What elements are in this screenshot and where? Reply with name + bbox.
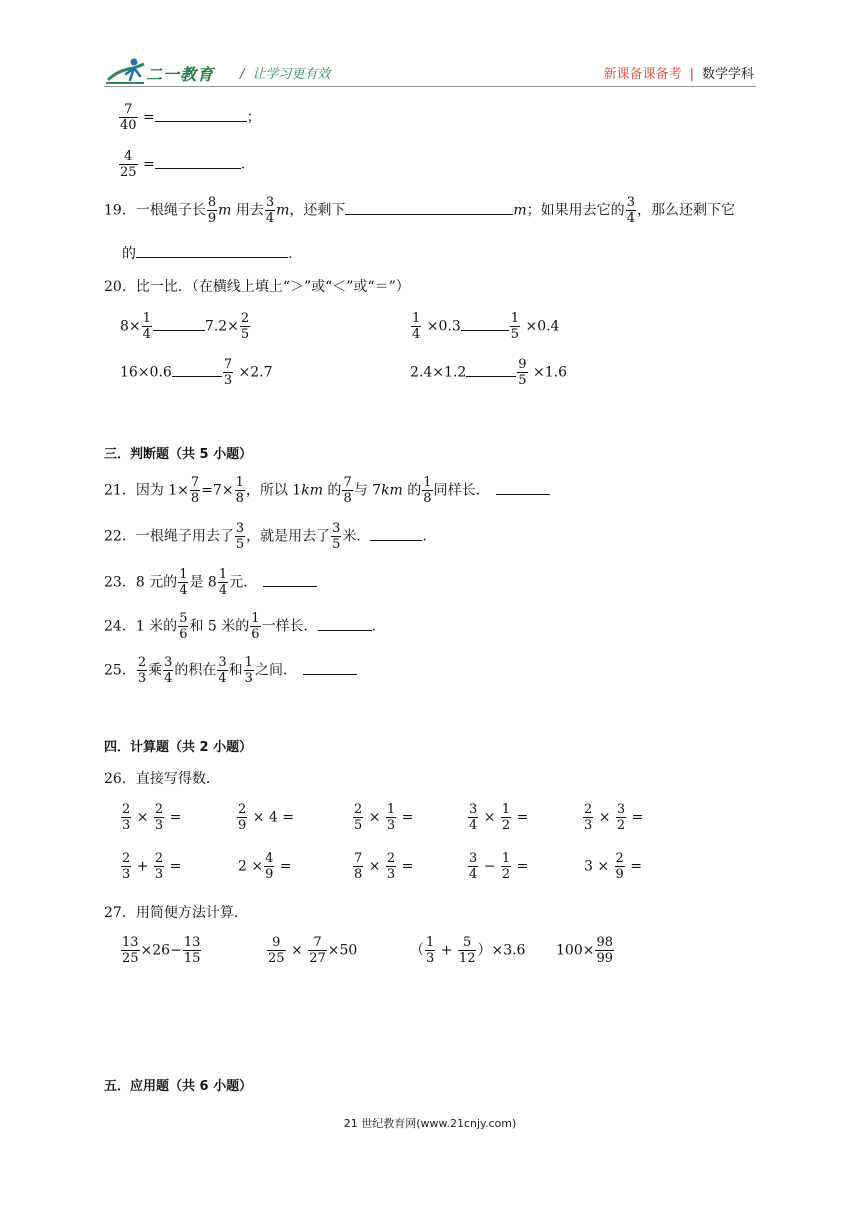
calc-item: $\frac{2}{3}$ × $\frac{2}{3}$ =	[122, 802, 182, 833]
compare-a: 8× $\frac{1}{4}$ 7.2× $\frac{2}{5}$	[120, 311, 250, 342]
question-26: 26．直接写得数．	[104, 771, 220, 787]
answer-blank[interactable]	[155, 109, 247, 122]
header-slogan: / 让学习更有效	[240, 67, 331, 82]
question-25: 25． $\frac{2}{3}$ 乘 $\frac{3}{4}$ 的积在 $\frac{3}{4}$ 和 $\frac{1}{3}$ 之间．	[104, 656, 357, 685]
answer-blank[interactable]	[345, 202, 513, 215]
calc-item: 2 × $\frac{4}{9}$ =	[238, 851, 292, 882]
logo-text: 二一教育	[146, 65, 215, 84]
question-21: 21．因为 1× $\frac{7}{8}$ =7× $\frac{1}{8}$ ，所以 1km 的 $\frac{7}{8}$ 与 7km 的 $\frac{1}{8}$ 同样长．	[104, 476, 550, 505]
question-19-line2: 的 .	[122, 246, 293, 262]
header-divider	[104, 86, 756, 87]
answer-blank[interactable]	[370, 528, 422, 541]
question-27: 27．用简便方法计算．	[104, 905, 248, 921]
header-course-label: 新课备课备考	[603, 67, 682, 82]
compare-b: $\frac{1}{4}$ ×0.3 $\frac{1}{5}$ ×0.4	[412, 311, 560, 342]
simplify-expr-1: $\frac{13}{25}$ ×26− $\frac{13}{15}$	[122, 935, 201, 966]
section-4-title: 四．计算题（共 2 小题）	[104, 740, 253, 755]
header-right: 新课备课备考 | 数学学科	[603, 67, 754, 82]
answer-blank[interactable]	[172, 364, 222, 377]
section-5-title: 五．应用题（共 6 小题）	[104, 1079, 253, 1094]
answer-blank[interactable]	[263, 574, 317, 587]
calc-item: $\frac{2}{3}$ × $\frac{3}{2}$ =	[584, 802, 644, 833]
answer-blank[interactable]	[466, 364, 516, 377]
simplify-expr-2: $\frac{9}{25}$ × $\frac{7}{27}$ ×50	[268, 935, 358, 966]
question-23: 23．8 元的 $\frac{1}{4}$ 是 8 $\frac{1}{4}$ 元．	[104, 568, 317, 597]
compare-d: 2.4×1.2 $\frac{9}{5}$ ×1.6	[410, 357, 567, 388]
fraction-item-1: $\frac{7}{40}$ = ；	[120, 102, 261, 133]
page-footer: 21 世纪教育网(www.21cnjy.com)	[343, 1117, 517, 1130]
answer-blank[interactable]	[461, 318, 509, 331]
answer-blank[interactable]	[496, 482, 550, 495]
section-3-title: 三．判断题（共 5 小题）	[104, 447, 253, 462]
simplify-expr-4: 100× $\frac{98}{99}$	[556, 935, 613, 966]
calc-item: $\frac{3}{4}$ × $\frac{1}{2}$ =	[469, 802, 529, 833]
question-20: 20．比一比．（在横线上填上“＞”或“＜”或“＝”）	[104, 279, 410, 295]
question-24: 24．1 米的 $\frac{5}{6}$ 和 5 米的 $\frac{1}{6}$ 一样长． .	[104, 611, 377, 642]
calc-item: $\frac{2}{9}$ × 4 =	[238, 802, 295, 833]
calc-item: $\frac{3}{4}$ − $\frac{1}{2}$ =	[469, 851, 529, 882]
answer-blank[interactable]	[318, 618, 372, 631]
answer-blank[interactable]	[155, 156, 241, 169]
calc-item: $\frac{2}{5}$ × $\frac{1}{3}$ =	[354, 802, 414, 833]
calc-item: 3 × $\frac{2}{9}$ =	[584, 851, 643, 882]
compare-c: 16×0.6 $\frac{7}{3}$ ×2.7	[120, 357, 273, 388]
header-subject: 数学学科	[701, 67, 754, 82]
fraction-item-2: $\frac{4}{25}$ = .	[120, 149, 246, 180]
answer-blank[interactable]	[153, 318, 205, 331]
simplify-expr-3: （ $\frac{1}{3}$ + $\frac{5}{12}$ ）×3.6	[410, 935, 526, 966]
question-19: 19．一根绳子长 $\frac{8}{9}$ m 用去 $\frac{3}{4}$ m，还剩下 m；如果用去它的 $\frac{3}{4}$ ，那么还剩下它	[104, 195, 735, 226]
calc-item: $\frac{7}{8}$ × $\frac{2}{3}$ =	[354, 851, 414, 882]
answer-blank[interactable]	[303, 662, 357, 675]
answer-blank[interactable]	[136, 245, 288, 258]
question-22: 22．一根绳子用去了 $\frac{3}{5}$ ，就是用去了 $\frac{3}{5}$ 米． .	[104, 521, 427, 552]
calc-item: $\frac{2}{3}$ + $\frac{2}{3}$ =	[122, 851, 182, 882]
